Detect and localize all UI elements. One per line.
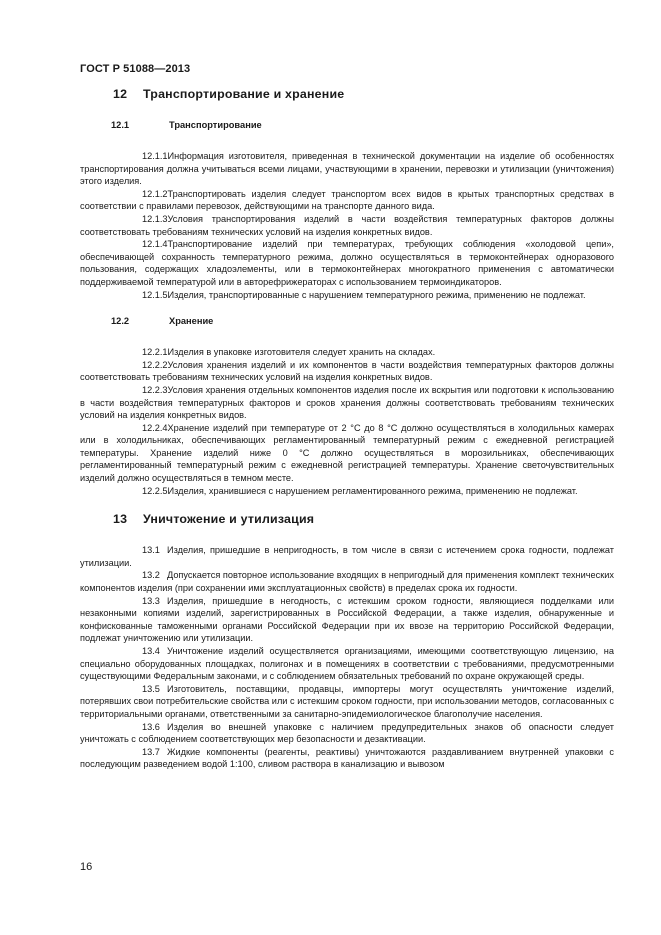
clause: [80, 683, 614, 721]
clause-number: 13.4: [142, 646, 160, 656]
clause-number: 13.1: [142, 545, 160, 556]
clause-text: Допускается повторное использование входящих в непригодный для применения комплект технических компонентов изделия (при сохранении ими эксплуатационных свойств) в пределах срока их годности.: [80, 570, 614, 594]
clause-number: 13.6: [142, 721, 160, 732]
clause-text: Изделия, хранившиеся с нарушением регламентированного режима, применению не подлежат.: [167, 485, 578, 496]
subsection-title: Транспортирование: [169, 120, 262, 130]
clause: [80, 721, 614, 746]
clause-text: Информация изготовителя, приведенная в технической документации на изделие об особенностях транспортирования должна учитываться всеми лицами, участвующими в хранении, перевозки и утилизации (уничтожения) этого изделия.: [80, 151, 614, 187]
clause: [80, 485, 614, 498]
clause-text: Условия хранения отдельных компонентов изделия после их вскрытия или подготовки к использованию в части воздействия температурных факторов и сроков хранения должны соответствовать требованиям технических условий на изделия конкретных видов.: [80, 384, 614, 421]
clause: [80, 359, 614, 384]
clause-number: 12.1.3: [142, 213, 168, 224]
clause-number: 12.1.2: [142, 188, 168, 199]
clause-text: Хранение изделий при температуре от 2 °С до 8 °С должно осуществляться в холодильных камерах или в холодильниках, обеспечивающих регламентированный температурный режим с ежедневной регистрацией температуры. Хранение изделий ниже 0 °С должно осуществляться в морозильниках, обеспечивающих регламентированный температурный режим с ежедневной регистрацией температуры. Хранение светочувствительных изделий должно осуществляться в темном месте.: [80, 422, 614, 484]
subsection-heading: [80, 119, 614, 131]
clause-number: 12.2.4: [142, 422, 168, 433]
subsection-number: 12.1: [111, 120, 130, 130]
clause-number: 13.7: [142, 746, 160, 757]
document-body: [80, 86, 614, 771]
clause: [80, 238, 614, 288]
section-number: 13: [113, 512, 128, 527]
clause-text: Изделия в упаковке изготовителя следует хранить на складах.: [167, 347, 436, 358]
clause: [80, 595, 614, 645]
clause: [80, 384, 614, 422]
clause-text: Транспортировать изделия следует транспортом всех видов в крытых транспортных средствах в соответствии с правилами перевозок, действующими на транспорте данного вида.: [80, 188, 614, 212]
clause-number: 13.5: [142, 683, 160, 694]
clause-text: Жидкие компоненты (реагенты, реактивы) уничтожаются раздавливанием внутренней упаковки с последующим разведением водой 1:100, сливом раствора в канализацию и вывозом: [80, 746, 614, 770]
section-heading: [80, 86, 614, 102]
section-title: Транспортирование и хранение: [143, 87, 345, 101]
clause-text: Условия хранения изделий и их компонентов в части воздействия температурных факторов должны соответствовать требованиям технических условий на изделия конкретных видов.: [80, 359, 614, 383]
clause-number: 12.1.5: [142, 289, 168, 300]
clause: [80, 346, 614, 359]
section-title: Уничтожение и утилизация: [143, 512, 315, 527]
clause-text: Условия транспортирования изделий в части воздействия температурных факторов должны соответствовать требованиям технических условий на изделия конкретных видов.: [80, 213, 614, 237]
clause: [80, 289, 614, 302]
clause: [80, 569, 614, 594]
clause: [80, 645, 614, 683]
clause: [80, 544, 614, 569]
clause-text: Изделия, пришедшие в непригодность, в том числе в связи с истечением срока годности, подлежат утилизации.: [80, 545, 614, 568]
section-heading: [80, 511, 614, 527]
subsection-title: Хранение: [169, 316, 214, 327]
clause: [80, 746, 614, 771]
clause-text: Изготовитель, поставщики, продавцы, импортеры могут осуществлять уничтожение изделий, потерявших свои потребительские свойства или с истекшим сроком годности, при использовании методов, согласованных с территориальными органами, ответственными за санитарно-эпидемиологическое благополучие населения.: [80, 683, 614, 719]
standard-designation: ГОСТ Р 51088—2013: [80, 63, 191, 75]
clause-number: 12.2.2: [142, 359, 168, 370]
clause-number: 12.2.3: [142, 384, 168, 395]
clause-text: Изделия во внешней упаковке с наличием предупредительных знаков об опасности следует уничтожать с соблюдением соответствующих мер безопасности и дезактивации.: [80, 721, 614, 745]
clause-number: 13.2: [142, 570, 160, 581]
clause-number: 12.2.1: [142, 347, 168, 358]
clause: [80, 213, 614, 238]
section-number: 12: [113, 87, 128, 101]
clause-number: 12.1.4: [142, 239, 168, 250]
clause: [80, 150, 614, 188]
page-number: 16: [80, 861, 93, 873]
subsection-number: 12.2: [111, 316, 130, 327]
clause-text: Транспортирование изделий при температурах, требующих соблюдения «холодовой цепи», обеспечивающей сохранность температурного режима, должно осуществляться в термоконтейнерах одноразового пользования, содержащих хладоэлементы, или в термоконтейнерах многократного применения с автоматически поддерживаемой температурой или в авторефрижераторах с использованием термоиндикаторов.: [80, 239, 614, 287]
clause-text: Уничтожение изделий осуществляется организациями, имеющими соответствующую лицензию, на специально оборудованных площадках, полигонах и в помещениях в соответствии с требованиями, предусмотренными существующими Федеральным законами, и с соблюдением обязательных требований по охране окружающей среды.: [80, 646, 614, 682]
clause: [80, 422, 614, 485]
clause: [80, 188, 614, 213]
clause-text: Изделия, транспортированные с нарушением температурного режима, применению не подлежат.: [167, 289, 586, 300]
subsection-heading: [80, 315, 614, 327]
clause-number: 12.1.1: [142, 151, 168, 161]
clause-number: 12.2.5: [142, 485, 168, 496]
clause-text: Изделия, пришедшие в негодность, с истекшим сроком годности, являющиеся подделками или незаконными копиями изделий, зарегистрированных в Российской Федерации, а также изделия, обнаруженные и конфискованные таможенными органами Российской Федерации при их ввозе на территорию Российской Федерации, подлежат уничтожению или утилизации.: [80, 595, 614, 644]
clause-number: 13.3: [142, 595, 160, 606]
